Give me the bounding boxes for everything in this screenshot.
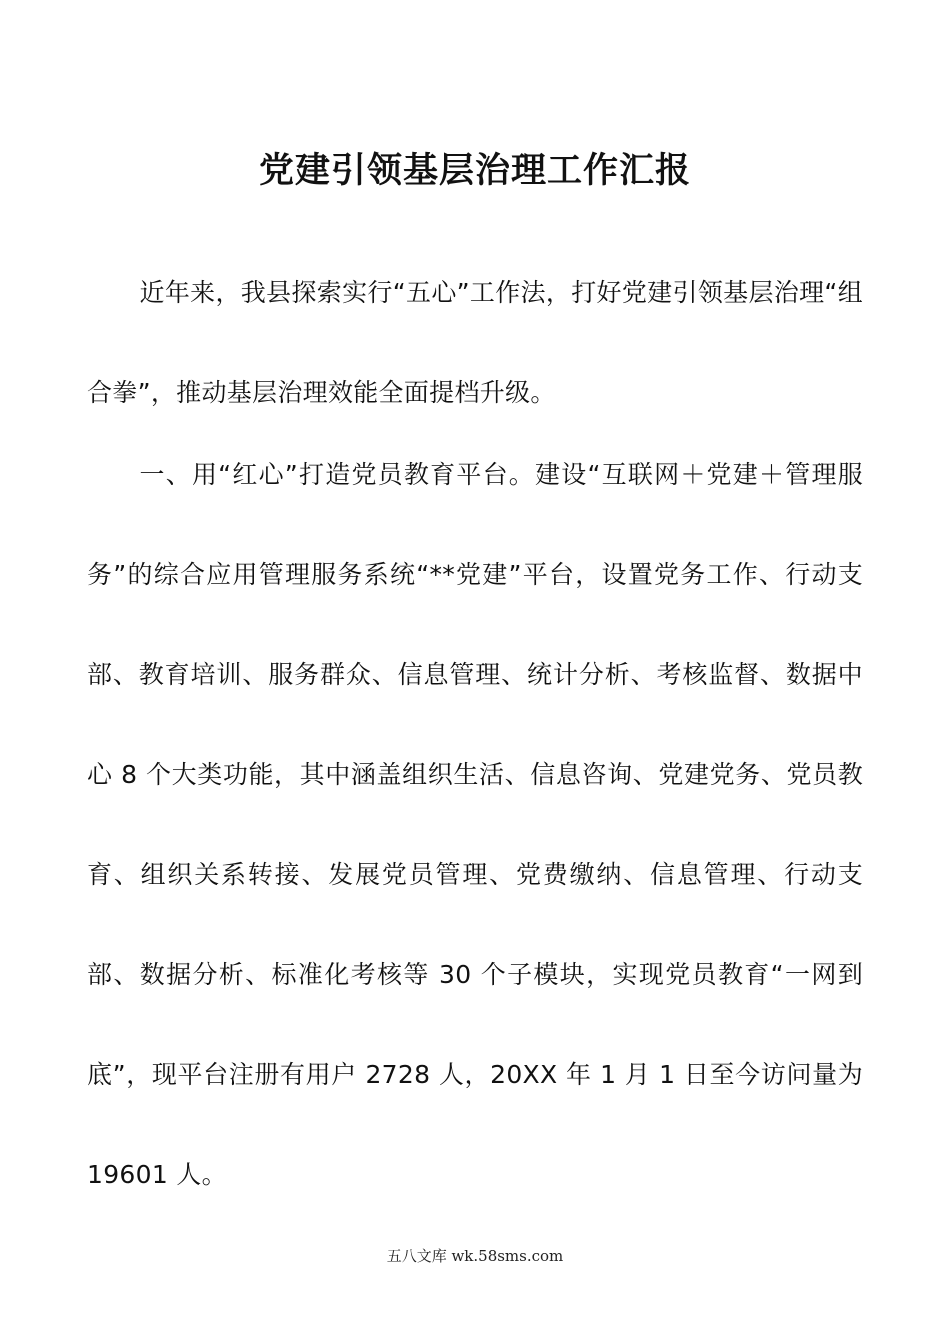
intro-paragraph: 近年来，我县探索实行“五心”工作法，打好党建引领基层治理“组合拳”，推动基层治理效能全面提档升级。 — [87, 278, 863, 407]
footer-watermark: 五八文库 wk.58sms.com — [386, 1247, 564, 1265]
section-one-paragraph: 一、用“红心”打造党员教育平台。建设“互联网＋党建＋管理服务”的综合应用管理服务系统“**党建”平台，设置党务工作、行动支部、教育培训、服务群众、信息管理、统计分析、考核监督、数据中心 8 个大类功能，其中涵盖组织生活、信息咨询、党建党务、党员教育、组织关系转接、发展党员管理、党费缴纳、信息管理、行动支部、数据分析、标准化考核等 30 个子模块，实现党员教育“一网到底”，现平台注册有用户 2728 人，20XX 年 1 月 1 日至今访问量为 19601 人。 — [87, 460, 863, 1189]
page-title: 党建引领基层治理工作汇报 — [258, 151, 691, 191]
